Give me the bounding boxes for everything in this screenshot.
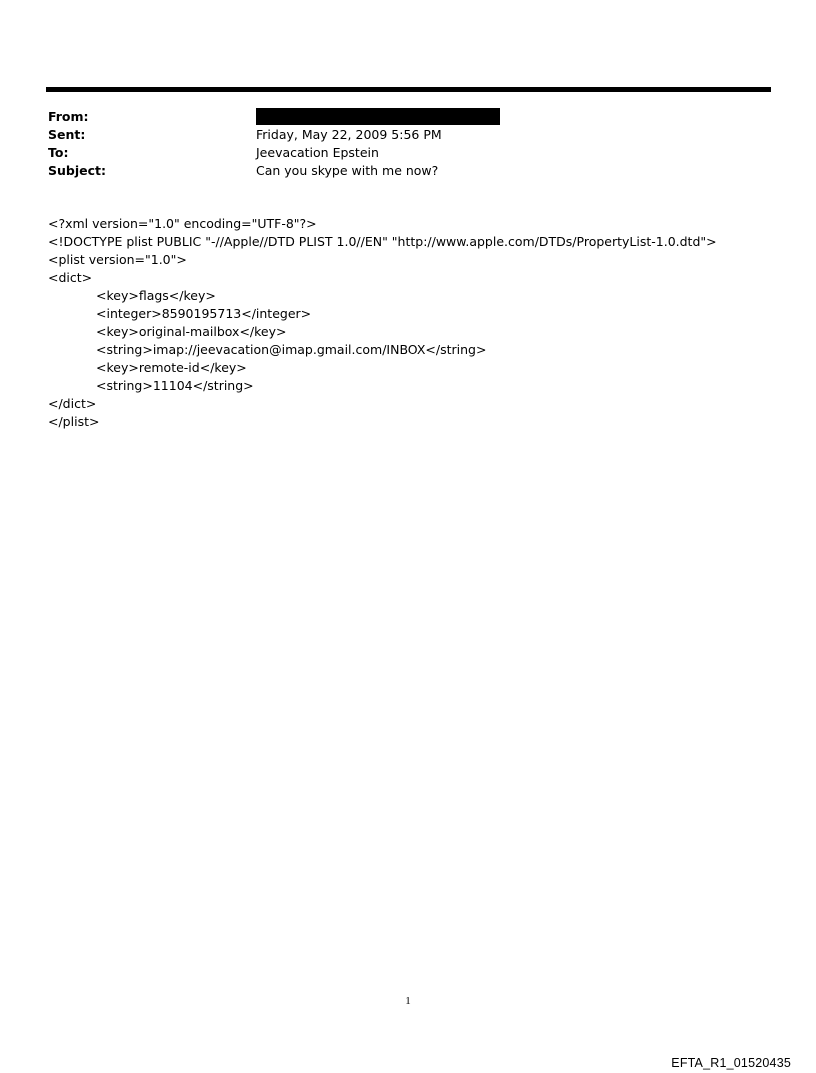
subject-value: Can you skype with me now?	[256, 163, 439, 178]
sent-row	[48, 126, 748, 144]
body-line: <key>remote-id</key>	[96, 360, 247, 375]
sent-value: Friday, May 22, 2009 5:56 PM	[256, 127, 442, 142]
body-line: </dict>	[48, 396, 97, 411]
email-header	[48, 108, 748, 180]
body-line: <key>original-mailbox</key>	[96, 324, 287, 339]
from-value	[256, 108, 500, 126]
body-line: </plist>	[48, 414, 100, 429]
redaction-block	[256, 108, 500, 125]
body-line: <?xml version="1.0" encoding="UTF-8"?>	[48, 216, 317, 231]
body-line: <integer>8590195713</integer>	[96, 306, 312, 321]
email-body	[48, 215, 788, 431]
body-line: <string>11104</string>	[96, 378, 254, 393]
to-value: Jeevacation Epstein	[256, 145, 379, 160]
to-row	[48, 144, 748, 162]
subject-label: Subject:	[48, 163, 106, 178]
to-label: To:	[48, 145, 69, 160]
bates-number: EFTA_R1_01520435	[671, 1056, 791, 1070]
sent-label: Sent:	[48, 127, 86, 142]
body-line: <plist version="1.0">	[48, 252, 187, 267]
subject-row	[48, 162, 748, 180]
from-label: From:	[48, 109, 89, 124]
body-line: <dict>	[48, 270, 93, 285]
body-line: <!DOCTYPE plist PUBLIC "-//Apple//DTD PLIST 1.0//EN" "http://www.apple.com/DTDs/PropertyList-1.0.dtd">	[48, 234, 717, 249]
header-divider	[46, 87, 771, 92]
body-line: <key>flags</key>	[96, 288, 216, 303]
from-row	[48, 108, 748, 126]
page-number: 1	[405, 995, 411, 1007]
body-line: <string>imap://jeevacation@imap.gmail.com/INBOX</string>	[96, 342, 487, 357]
